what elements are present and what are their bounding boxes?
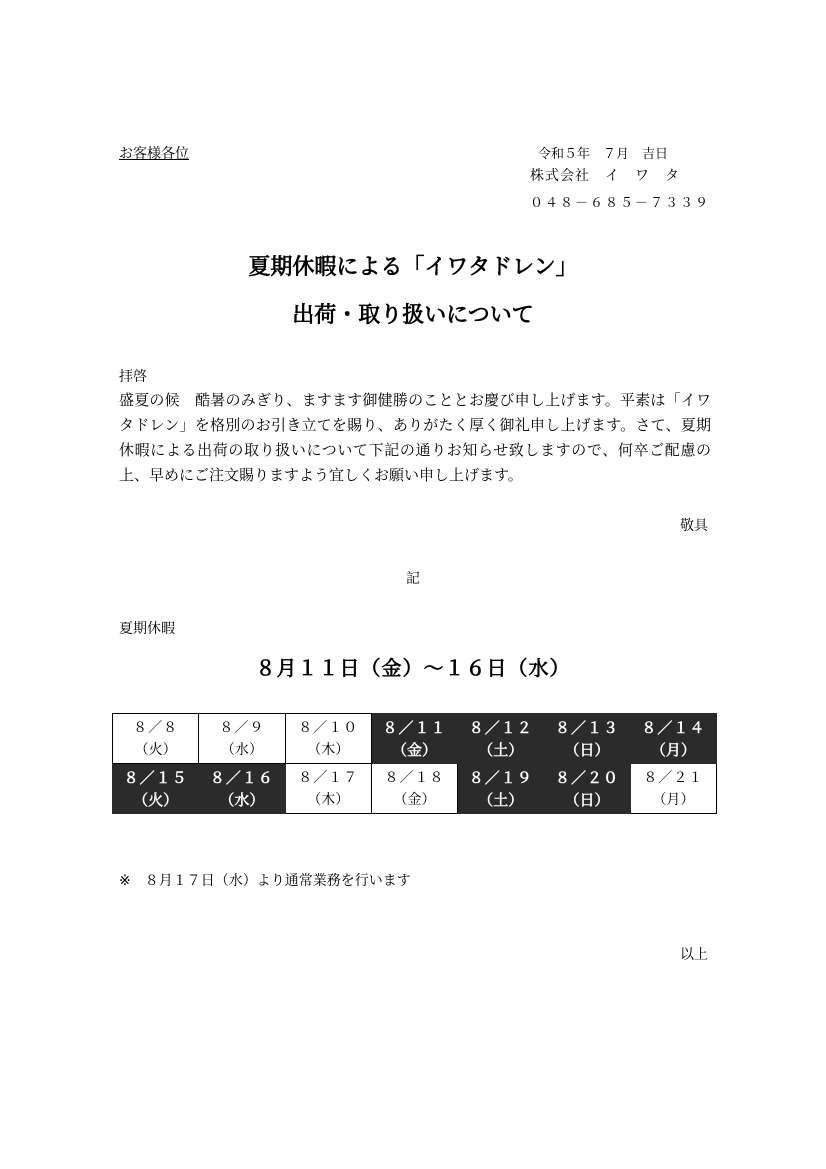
cell-weekday: （木） [307,741,350,758]
cell-date: ８／１８ [384,769,445,786]
calendar-cell [113,714,199,764]
cell-date: ８／１５ [123,768,188,787]
cell-date: ８／１６ [209,768,274,787]
calendar-cell [544,714,630,764]
letter-closing: 敬具 [680,518,708,534]
cell-weekday: （土） [478,790,524,809]
cell-date: ８／８ [133,719,179,736]
issue-date: 令和５年 ７月 吉日 [538,147,669,162]
cell-date: ８／１１ [382,718,447,737]
cell-weekday: （水） [219,790,265,809]
cell-weekday: （月） [650,740,696,759]
cell-date: ８／２０ [555,768,620,787]
business-resume-note: ※ ８月１７日（水）より通常業務を行います [119,873,411,889]
calendar-cell [458,714,544,764]
cell-date: ８／９ [219,719,265,736]
cell-date: ８／１２ [468,718,533,737]
cell-weekday: （火） [134,741,177,758]
document-title: 夏期休暇による「イワタドレン」 [248,255,578,280]
cell-weekday: （金） [393,791,436,808]
calendar-cell [199,714,285,764]
letter-opening: 拝啓 [119,369,147,385]
cell-weekday: （火） [133,790,179,809]
cell-weekday: （水） [220,741,263,758]
holiday-range: ８月１１日（金）～１６日（水） [255,656,571,680]
holiday-label: 夏期休暇 [119,621,175,637]
calendar-row-1 [113,714,717,764]
calendar-cell [544,764,630,814]
cell-date: ８／１０ [298,719,359,736]
cell-date: ８／１７ [298,769,359,786]
calendar-cell [113,764,199,814]
calendar-cell [630,764,716,814]
cell-date: ８／１３ [555,718,620,737]
cell-weekday: （日） [564,790,610,809]
cell-weekday: （木） [307,791,350,808]
calendar-cell [630,714,716,764]
calendar-row-2 [113,764,717,814]
calendar-cell [371,714,457,764]
document-subtitle: 出荷・取り扱いについて [292,303,534,328]
recipient: お客様各位 [119,146,189,162]
cell-weekday: （日） [564,740,610,759]
letter-body: 盛夏の候 酷暑のみぎり、ますます御健勝のこととお慶び申し上げます。平素は「イワタドレン」を格別のお引き立てを賜り、ありがたく厚く御礼申し上げます。さて、夏期休暇による出荷の取り扱いについて下記の通りお知らせ致しますので、何卒ご配慮の上、早めにご注文賜りますよう宜しくお願い申し上げます。 [119,391,711,484]
holiday-calendar [112,713,717,814]
cell-date: ８／１４ [641,718,706,737]
calendar-cell [285,714,371,764]
ki-heading: 記 [406,571,420,587]
cell-weekday: （土） [478,740,524,759]
calendar-cell [371,764,457,814]
letter-end: 以上 [680,947,708,963]
phone-number: ０４８－６８５－７３３９ [530,196,711,211]
calendar-cell [199,764,285,814]
cell-weekday: （月） [652,791,695,808]
company-name: 株式会社 イ ワ タ [530,168,680,184]
cell-weekday: （金） [391,740,437,759]
cell-date: ８／２１ [643,769,704,786]
cell-date: ８／１９ [468,768,533,787]
calendar-cell [285,764,371,814]
calendar-cell [458,764,544,814]
